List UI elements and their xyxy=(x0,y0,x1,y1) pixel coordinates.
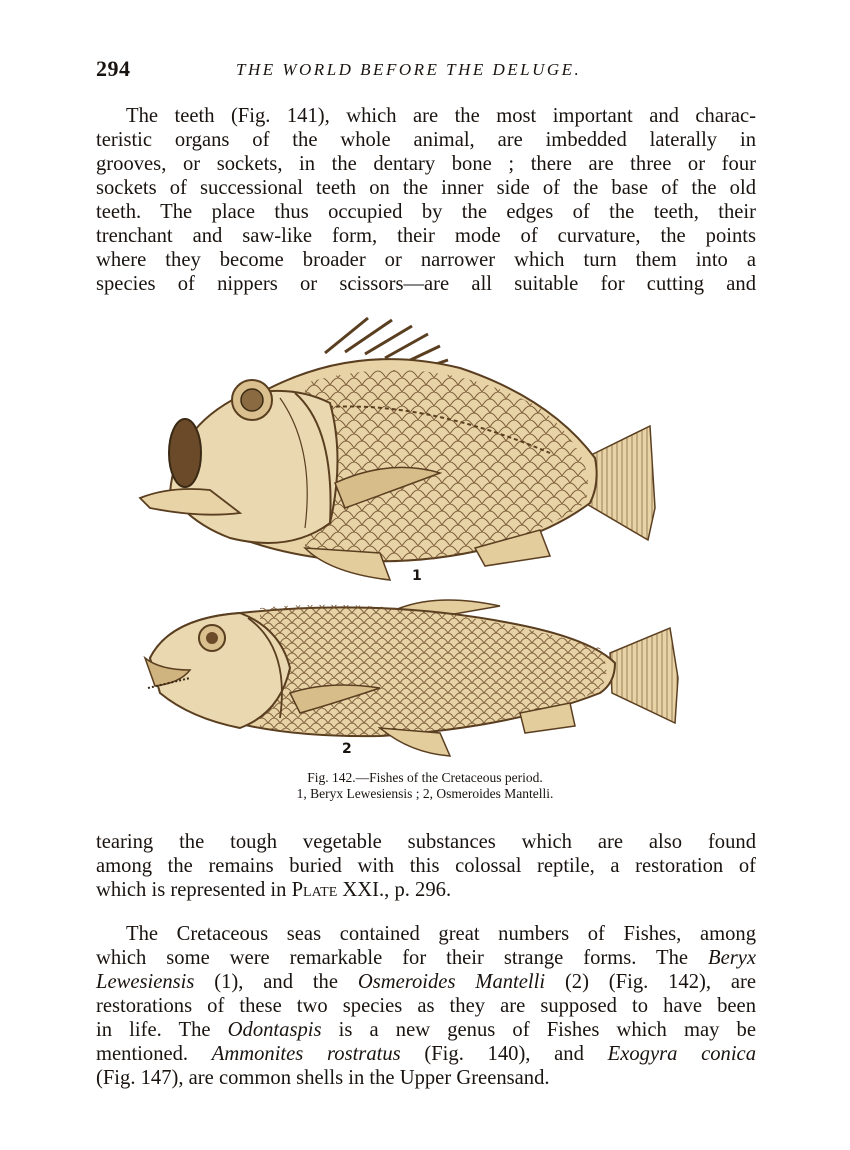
text-line: grooves, or sockets, in the dentary bone ; there are three or four xyxy=(96,153,756,175)
caption-title: Fig. 142.—Fishes of the Cretaceous period. xyxy=(307,770,543,785)
text-line: tearing the tough vegetable substances which are also found xyxy=(96,831,756,853)
page-header xyxy=(96,56,756,86)
text-line: restorations of these two species as they are supposed to have been xyxy=(96,995,756,1017)
figure-label-1: 1 xyxy=(412,568,422,584)
text-line: in life. The Odontaspis is a new genus of Fishes which may be xyxy=(96,1019,756,1041)
text-line: Lewesiensis (1), and the Osmeroides Mantelli (2) (Fig. 142), are xyxy=(96,971,756,993)
paragraph-teeth xyxy=(96,104,756,296)
fish-illustration xyxy=(130,308,690,768)
text-line: among the remains buried with this colossal reptile, a restoration of xyxy=(96,855,756,877)
text-line: which is represented in Plate XXI., p. 296. xyxy=(96,879,452,901)
text-line: species of nippers or scissors—are all suitable for cutting and xyxy=(96,273,756,295)
text-line: sockets of successional teeth on the inner side of the base of the old xyxy=(96,177,756,199)
text-line: (Fig. 147), are common shells in the Upper Greensand. xyxy=(96,1067,550,1089)
text-line: where they become broader or narrower which turn them into a xyxy=(96,249,756,271)
paragraph-cretaceous-seas xyxy=(96,922,756,1090)
text-line: which some were remarkable for their strange forms. The Beryx xyxy=(96,947,756,969)
caption-legend: 1, Beryx Lewesiensis ; 2, Osmeroides Mantelli. xyxy=(296,786,554,801)
running-title: THE WORLD BEFORE THE DELUGE. xyxy=(236,60,582,79)
text-line: The Cretaceous seas contained great numbers of Fishes, among xyxy=(126,923,756,945)
text-line: mentioned. Ammonites rostratus (Fig. 140), and Exogyra conica xyxy=(96,1043,756,1065)
text-line: teristic organs of the whole animal, are imbedded laterally in xyxy=(96,129,756,151)
text-line: The teeth (Fig. 141), which are the most important and charac- xyxy=(126,105,756,127)
figure-label-2: 2 xyxy=(342,741,352,757)
text-line: trenchant and saw-like form, their mode of curvature, the points xyxy=(96,225,756,247)
beryx-fish-drawing xyxy=(140,318,655,580)
text-line: teeth. The place thus occupied by the edges of the teeth, their xyxy=(96,201,756,223)
paragraph-tearing xyxy=(96,830,756,902)
figure-caption xyxy=(200,770,650,802)
osmeroides-fish-drawing xyxy=(145,600,678,756)
page-number: 294 xyxy=(96,56,131,81)
